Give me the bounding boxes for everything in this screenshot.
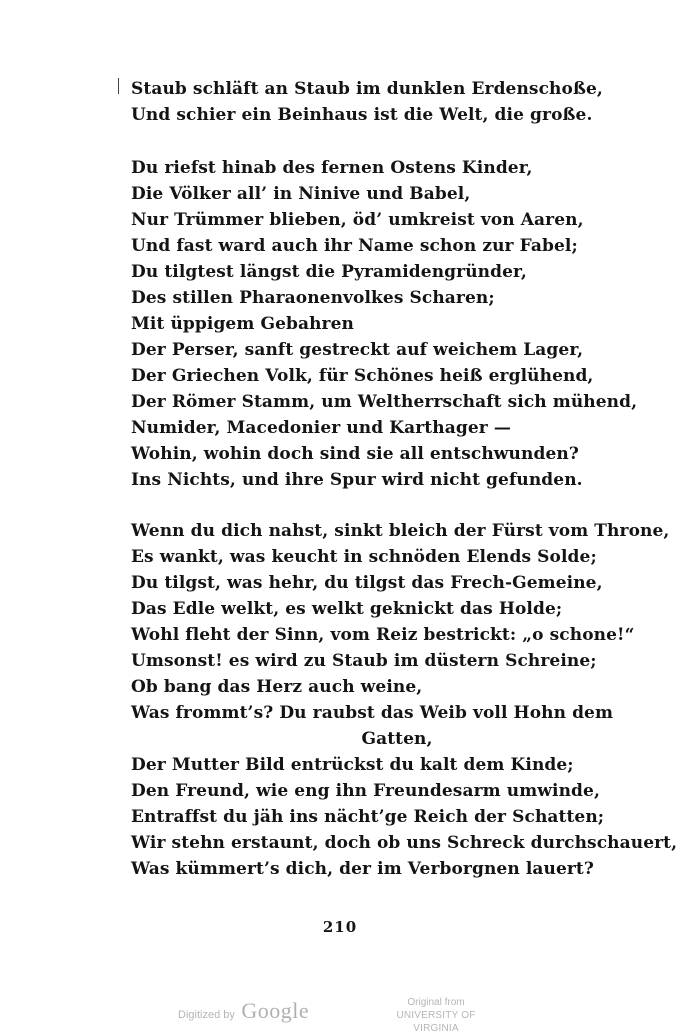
poem-line: Du riefst hinab des fernen Ostens Kinder, bbox=[131, 158, 533, 178]
poem-line-continuation: Gatten, bbox=[361, 729, 433, 749]
poem-line: Staub schläft an Staub im dunklen Erdenschoße, bbox=[131, 79, 603, 99]
university-label: UNIVERSITY OF VIRGINIA bbox=[396, 1010, 476, 1034]
digitized-by-google bbox=[178, 998, 309, 1024]
poem-line: Du tilgst, was hehr, du tilgst das Frech-Gemeine, bbox=[131, 573, 603, 593]
poem-line: Das Edle welkt, es welkt geknickt das Holde; bbox=[131, 599, 563, 619]
margin-mark bbox=[118, 78, 119, 94]
google-logo: Google bbox=[241, 998, 310, 1023]
poem-line: Umsonst! es wird zu Staub im düstern Schreine; bbox=[131, 651, 597, 671]
poem-line: Der Mutter Bild entrückst du kalt dem Kinde; bbox=[131, 755, 574, 775]
poem-line: Und schier ein Beinhaus ist die Welt, die große. bbox=[131, 105, 593, 125]
stanza-2 bbox=[131, 155, 651, 493]
poem-line: Der Römer Stamm, um Weltherrschaft sich mühend, bbox=[131, 392, 638, 412]
poem-line: Und fast ward auch ihr Name schon zur Fabel; bbox=[131, 236, 578, 256]
poem-line: Der Griechen Volk, für Schönes heiß erglühend, bbox=[131, 366, 594, 386]
poem-line: Wenn du dich nahst, sinkt bleich der Fürst vom Throne, bbox=[131, 521, 670, 541]
poem-line: Den Freund, wie eng ihn Freundesarm umwinde, bbox=[131, 781, 600, 801]
poem-line: Die Völker all’ in Ninive und Babel, bbox=[131, 184, 471, 204]
poem-line: Ins Nichts, und ihre Spur wird nicht gefunden. bbox=[131, 470, 583, 490]
poem-line: Wir stehn erstaunt, doch ob uns Schreck durchschauert, bbox=[131, 833, 678, 853]
poem-line: Wohin, wohin doch sind sie all entschwunden? bbox=[131, 444, 579, 464]
poem-line: Wohl fleht der Sinn, vom Reiz bestrickt: „o schone!“ bbox=[131, 625, 635, 645]
original-from-block bbox=[376, 996, 496, 1035]
poem-line: Des stillen Pharaonenvolkes Scharen; bbox=[131, 288, 495, 308]
poem-line: Es wankt, was keucht in schnöden Elends Solde; bbox=[131, 547, 597, 567]
stanza-1 bbox=[131, 76, 651, 128]
stanza-3 bbox=[131, 518, 678, 882]
poem-line: Was frommt’s? Du raubst das Weib voll Hohn dem bbox=[131, 703, 614, 723]
poem-line: Ob bang das Herz auch weine, bbox=[131, 677, 423, 697]
poem-line: Nur Trümmer blieben, öd’ umkreist von Aaren, bbox=[131, 210, 584, 230]
page-number: 210 bbox=[322, 918, 358, 936]
original-from-label: Original from bbox=[407, 997, 465, 1008]
digitized-by-label: Digitized by bbox=[178, 1009, 235, 1021]
poem-line: Du tilgtest längst die Pyramidengründer, bbox=[131, 262, 527, 282]
digitization-footer bbox=[0, 994, 680, 1034]
poem-line: Mit üppigem Gebahren bbox=[131, 314, 354, 334]
poem-line: Der Perser, sanft gestreckt auf weichem Lager, bbox=[131, 340, 584, 360]
poem-line: Was kümmert’s dich, der im Verborgnen lauert? bbox=[131, 859, 594, 879]
poem-line: Numider, Macedonier und Karthager — bbox=[131, 418, 511, 438]
poem-line: Entraffst du jäh ins nächt’ge Reich der Schatten; bbox=[131, 807, 605, 827]
